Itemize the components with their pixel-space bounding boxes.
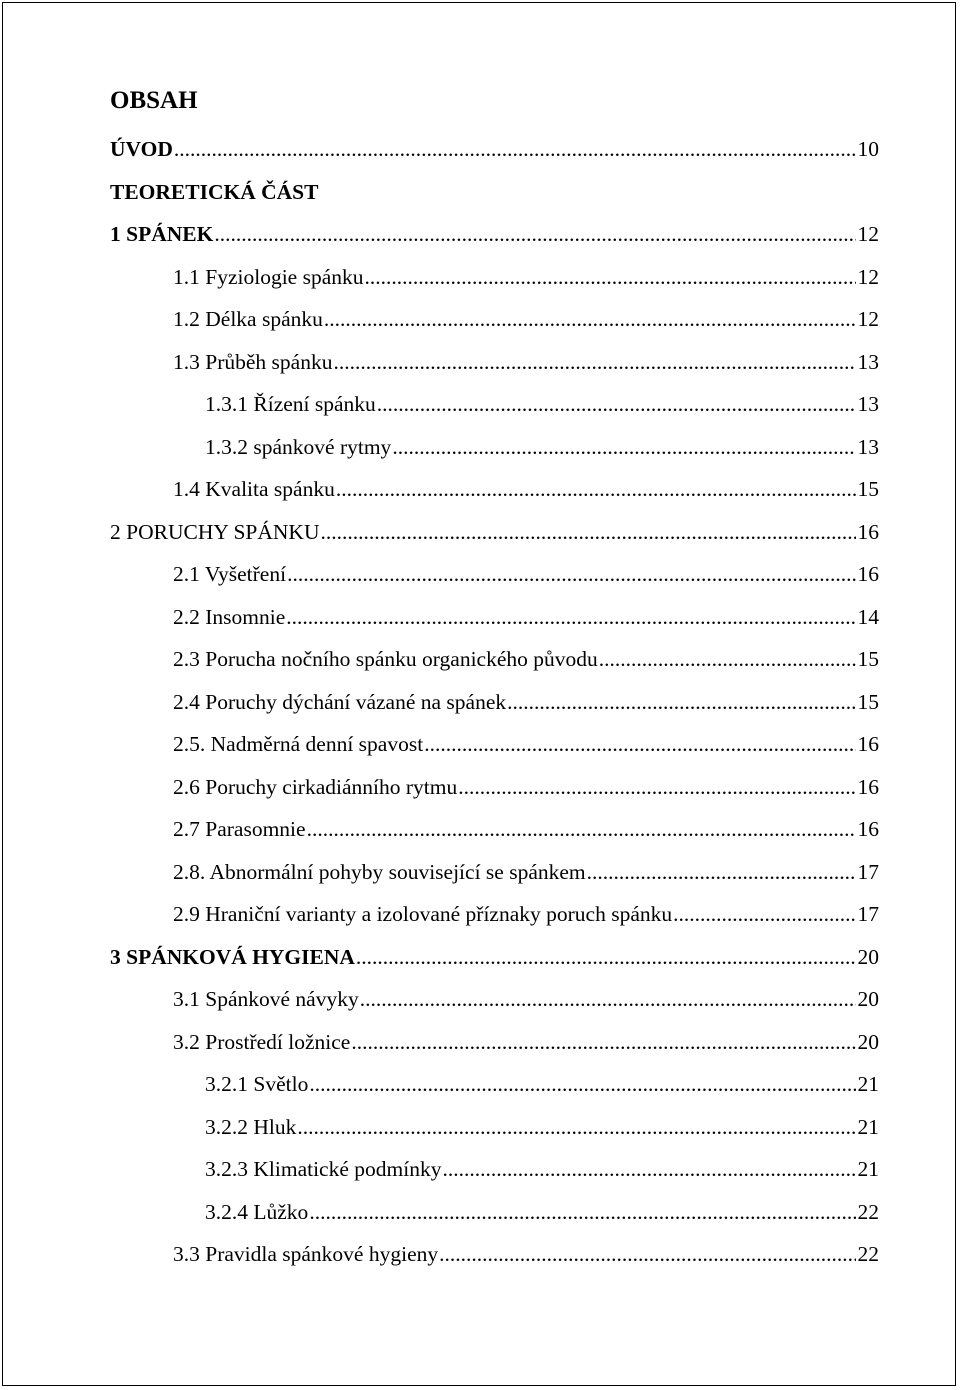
toc-entry-label: 3.2 Prostředí ložnice bbox=[173, 1029, 351, 1054]
toc-entry-label: 2.7 Parasomnie bbox=[173, 817, 306, 841]
toc-entry[interactable] bbox=[3, 810, 957, 853]
dot-leader bbox=[599, 640, 856, 678]
dot-leader bbox=[424, 725, 855, 763]
toc-entry[interactable] bbox=[3, 1150, 957, 1193]
dot-leader bbox=[360, 980, 856, 1018]
dot-leader bbox=[442, 1150, 855, 1188]
toc-entry-page-number: 21 bbox=[857, 1114, 879, 1139]
dot-leader bbox=[309, 1065, 855, 1103]
toc-entry-page-number: 22 bbox=[857, 1242, 879, 1266]
toc-entry[interactable] bbox=[3, 1065, 957, 1108]
toc-entry-page-number: 20 bbox=[857, 944, 879, 969]
toc-entry-page-number: 15 bbox=[857, 689, 879, 714]
toc-entry[interactable] bbox=[3, 428, 957, 471]
toc-entry[interactable] bbox=[3, 470, 957, 513]
dot-leader bbox=[439, 1235, 855, 1273]
dot-leader bbox=[365, 258, 856, 296]
toc-entry-page-number: 22 bbox=[857, 1199, 879, 1224]
dot-leader bbox=[351, 1023, 855, 1061]
toc-entry-page-number: 17 bbox=[857, 902, 879, 926]
toc-entry-label: 2.1 Vyšetření bbox=[173, 562, 287, 586]
toc-entry-label: TEORETICKÁ ČÁST bbox=[110, 179, 319, 204]
dot-leader bbox=[587, 853, 856, 891]
dot-leader bbox=[333, 343, 855, 381]
toc-entry-label: 2.6 Poruchy cirkadiánního rytmu bbox=[173, 774, 458, 799]
toc-entry-label: 3 SPÁNKOVÁ HYGIENA bbox=[110, 944, 355, 969]
toc-entry-page-number: 16 bbox=[857, 817, 879, 841]
toc-entry-page-number: 12 bbox=[857, 307, 879, 331]
toc-entry-label: 2.2 Insomnie bbox=[173, 604, 286, 629]
toc-entry[interactable] bbox=[3, 385, 957, 428]
toc-entry-page-number: 14 bbox=[857, 604, 879, 629]
toc-entry-label: 3.3 Pravidla spánkové hygieny bbox=[173, 1242, 439, 1266]
toc-entry-label: 1.1 Fyziologie spánku bbox=[173, 264, 364, 289]
toc-entry-label: 1.4 Kvalita spánku bbox=[173, 477, 335, 501]
toc-entry-label: 3.1 Spánkové návyky bbox=[173, 987, 359, 1011]
dot-leader bbox=[324, 300, 856, 338]
toc-entry-label: 2.9 Hraniční varianty a izolované příznaky poruch spánku bbox=[173, 902, 673, 926]
toc-entry-label: 1.3 Průběh spánku bbox=[173, 349, 333, 374]
toc-entry[interactable] bbox=[3, 1108, 957, 1151]
document-page bbox=[2, 2, 956, 1386]
toc-entry[interactable] bbox=[3, 725, 957, 768]
dot-leader bbox=[507, 683, 855, 721]
dot-leader bbox=[174, 130, 856, 168]
toc-entry-page-number: 12 bbox=[857, 222, 879, 246]
toc-entry-label: 2 PORUCHY SPÁNKU bbox=[110, 519, 320, 544]
dot-leader bbox=[307, 810, 856, 848]
toc-entry[interactable] bbox=[3, 853, 957, 896]
dot-leader bbox=[458, 768, 855, 806]
dot-leader bbox=[286, 598, 855, 636]
dot-leader bbox=[377, 385, 856, 423]
toc-entry-label: 1 SPÁNEK bbox=[110, 222, 214, 246]
toc-entry[interactable] bbox=[3, 343, 957, 386]
toc-entry[interactable] bbox=[3, 598, 957, 641]
toc-entry-page-number: 16 bbox=[857, 774, 879, 799]
dot-leader bbox=[356, 938, 856, 976]
toc-entry-label: 3.2.1 Světlo bbox=[205, 1072, 309, 1096]
toc-entry[interactable] bbox=[3, 1235, 957, 1278]
toc-entry[interactable] bbox=[3, 895, 957, 938]
toc-entry[interactable] bbox=[3, 1023, 957, 1066]
toc-entry[interactable] bbox=[3, 258, 957, 301]
toc-entry-label: 2.4 Poruchy dýchání vázané na spánek bbox=[173, 689, 507, 714]
toc-entry-page-number: 13 bbox=[857, 434, 879, 459]
toc-entry-page-number: 10 bbox=[857, 137, 879, 161]
toc-entry-page-number: 15 bbox=[857, 477, 879, 501]
dot-leader bbox=[392, 428, 855, 466]
toc-entry[interactable] bbox=[3, 1193, 957, 1236]
toc-title: OBSAH bbox=[110, 87, 198, 114]
toc-entry-page-number: 15 bbox=[857, 647, 879, 671]
toc-entry-label: ÚVOD bbox=[110, 137, 173, 161]
toc-entry-page-number: 21 bbox=[857, 1157, 879, 1181]
toc-entry-label: 3.2.2 Hluk bbox=[205, 1114, 297, 1139]
toc-entry-label: 2.8. Abnormální pohyby související se spánkem bbox=[173, 859, 586, 884]
toc-entry[interactable] bbox=[3, 513, 957, 556]
toc-entry-label: 1.3.1 Řízení spánku bbox=[205, 392, 376, 416]
toc-entry-page-number: 16 bbox=[857, 732, 879, 756]
toc-entry[interactable] bbox=[3, 768, 957, 811]
toc-entry[interactable] bbox=[3, 300, 957, 343]
toc-entry-page-number: 12 bbox=[857, 264, 879, 289]
dot-leader bbox=[336, 470, 856, 508]
toc-entry[interactable] bbox=[3, 215, 957, 258]
toc-entry[interactable] bbox=[3, 938, 957, 981]
table-of-contents bbox=[3, 130, 957, 1278]
toc-entry-page-number: 16 bbox=[857, 562, 879, 586]
toc-entry-page-number: 17 bbox=[857, 859, 879, 884]
toc-entry-label: 2.3 Porucha nočního spánku organického původu bbox=[173, 647, 598, 671]
toc-entry[interactable] bbox=[3, 640, 957, 683]
dot-leader bbox=[673, 895, 855, 933]
toc-entry-page-number: 16 bbox=[857, 519, 879, 544]
dot-leader bbox=[214, 215, 855, 253]
toc-entry-label: 2.5. Nadměrná denní spavost bbox=[173, 732, 424, 756]
dot-leader bbox=[287, 555, 855, 593]
toc-entry-label: 3.2.4 Lůžko bbox=[205, 1199, 309, 1224]
toc-entry-page-number: 20 bbox=[857, 1029, 879, 1054]
toc-entry[interactable] bbox=[3, 130, 957, 173]
toc-entry-page-number: 20 bbox=[857, 987, 879, 1011]
toc-entry-label: 1.2 Délka spánku bbox=[173, 307, 323, 331]
toc-entry[interactable] bbox=[3, 683, 957, 726]
toc-entry-page-number: 13 bbox=[857, 392, 879, 416]
toc-entry-page-number: 13 bbox=[857, 349, 879, 374]
toc-entry[interactable] bbox=[3, 980, 957, 1023]
toc-entry-label: 1.3.2 spánkové rytmy bbox=[205, 434, 392, 459]
toc-entry-label: 3.2.3 Klimatické podmínky bbox=[205, 1157, 442, 1181]
dot-leader bbox=[297, 1108, 855, 1146]
dot-leader bbox=[320, 513, 855, 551]
dot-leader bbox=[309, 1193, 855, 1231]
toc-entry[interactable] bbox=[3, 555, 957, 598]
toc-entry[interactable] bbox=[3, 173, 957, 216]
toc-entry-page-number: 21 bbox=[857, 1072, 879, 1096]
